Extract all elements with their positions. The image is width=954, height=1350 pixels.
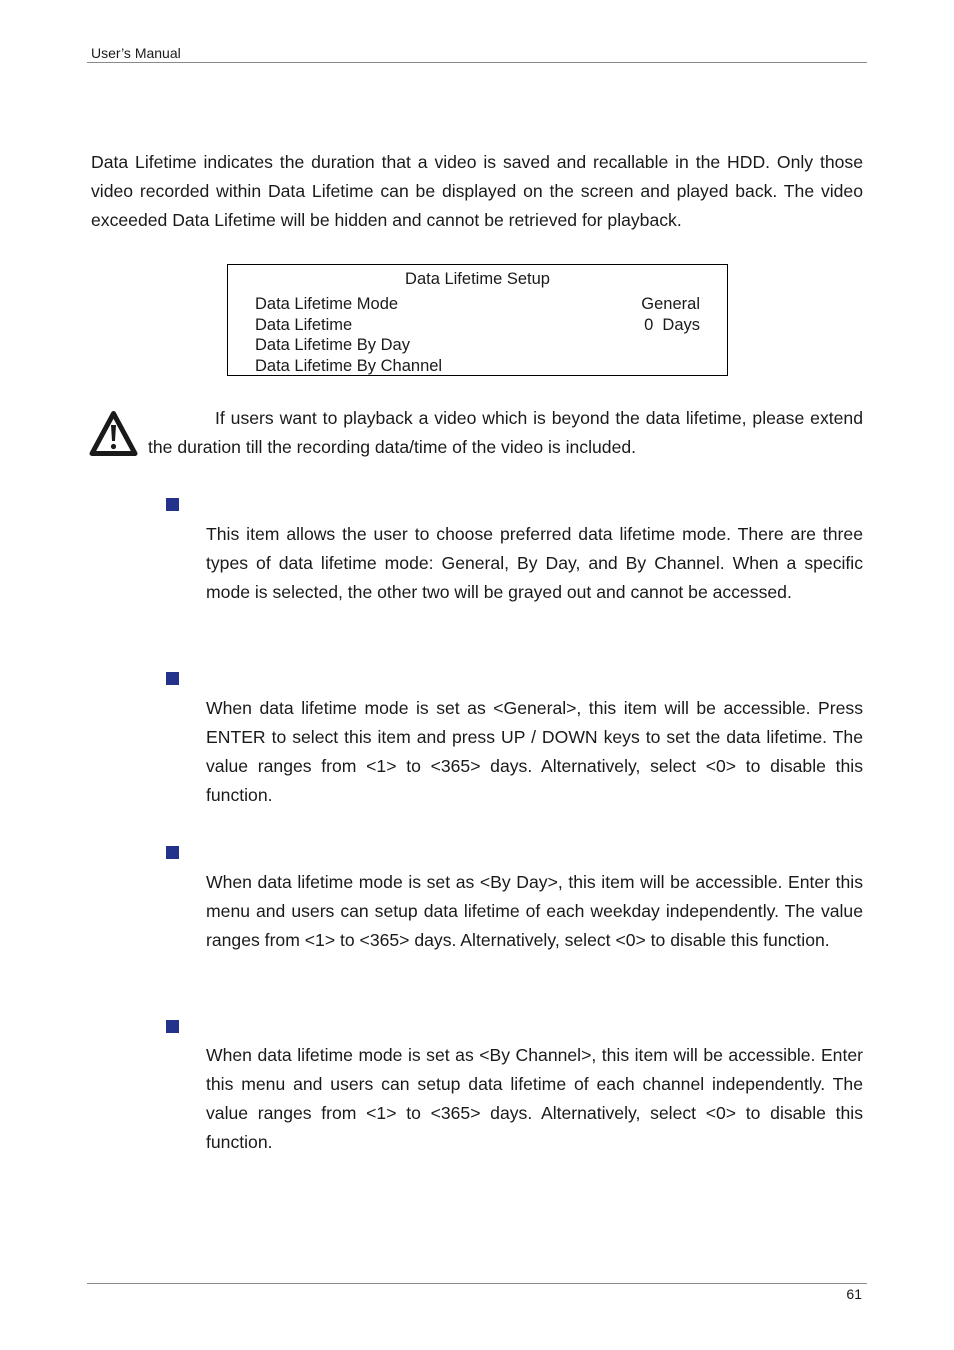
footer-rule (87, 1283, 867, 1284)
page-number: 61 (846, 1286, 862, 1302)
warning-triangle-icon (89, 410, 138, 457)
header-rule (87, 62, 867, 63)
menu-row-label: Data Lifetime Mode (255, 295, 399, 313)
menu-row-data-lifetime-by-day (255, 335, 700, 356)
section-data-lifetime-mode-description: This item allows the user to choose preferred data lifetime mode. There are three types of data lifetime mode: General, By Day, and By Channel. When a specific mode is selected, the other two will be grayed out and cannot be accessed. (206, 524, 863, 602)
menu-title: Data Lifetime Setup (405, 270, 550, 288)
menu-row-data-lifetime (255, 315, 700, 336)
section-bullet-icon (166, 1020, 179, 1033)
menu-row-value: General (641, 295, 700, 313)
section-data-lifetime-description: When data lifetime mode is set as <General>, this item will be accessible. Press ENTER to select this item and press UP / DOWN keys to set the data lifetime. The value ranges from <1> to <365> days. Alternatively, select <0> to disable this function. (206, 698, 863, 805)
section-data-lifetime-by-day-description: When data lifetime mode is set as <By Day>, this item will be accessible. Enter this menu and users can setup data lifetime of each weekday independently. The value ranges from <1> to <365> days. Alternatively, select <0> to disable this function. (206, 872, 863, 950)
menu-row-value: 0 Days (644, 315, 700, 334)
menu-row-label: Data Lifetime (255, 315, 353, 334)
caution-note: If users want to playback a video which is beyond the data lifetime, please extend the duration till the recording data/time of the video is included. (148, 408, 863, 457)
section-bullet-icon (166, 498, 179, 511)
section-data-lifetime-by-channel-description: When data lifetime mode is set as <By Channel>, this item will be accessible. Enter this menu and users can setup data lifetime of each channel independently. The value ranges from <1> to <365> days. Alternatively, select <0> to disable this function. (206, 1045, 863, 1152)
section-bullet-icon (166, 672, 179, 685)
menu-row-label: Data Lifetime By Channel (255, 356, 443, 375)
menu-row-label: Data Lifetime By Day (255, 336, 410, 354)
data-lifetime-setup-menu (227, 264, 728, 376)
menu-row-data-lifetime-by-channel (255, 356, 700, 377)
running-header: User’s Manual (91, 45, 181, 61)
intro-paragraph: Data Lifetime indicates the duration that a video is saved and recallable in the HDD. Only those video recorded within Data Lifetime can be displayed on the screen and played back. The video exceeded Data Lifetime will be hidden and cannot be retrieved for playback. (91, 152, 863, 230)
section-bullet-icon (166, 846, 179, 859)
menu-row-data-lifetime-mode (255, 294, 700, 315)
